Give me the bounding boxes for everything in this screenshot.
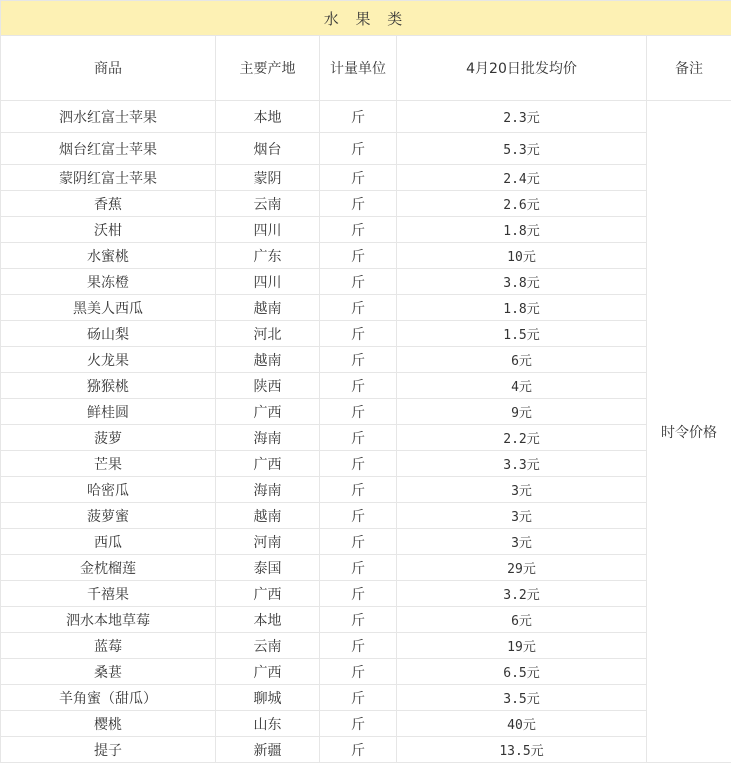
cell-origin: 新疆 (216, 737, 320, 763)
cell-product: 哈密瓜 (1, 477, 216, 503)
cell-unit: 斤 (320, 659, 397, 685)
cell-product: 黑美人西瓜 (1, 295, 216, 321)
cell-origin: 广西 (216, 399, 320, 425)
cell-unit: 斤 (320, 633, 397, 659)
header-origin: 主要产地 (216, 36, 320, 101)
cell-product: 樱桃 (1, 711, 216, 737)
cell-product: 蓝莓 (1, 633, 216, 659)
cell-origin: 广西 (216, 581, 320, 607)
header-price: 4月20日批发均价 (397, 36, 647, 101)
cell-price: 3.2元 (397, 581, 647, 607)
cell-unit: 斤 (320, 477, 397, 503)
cell-price: 19元 (397, 633, 647, 659)
cell-product: 桑葚 (1, 659, 216, 685)
cell-product: 香蕉 (1, 191, 216, 217)
cell-unit: 斤 (320, 347, 397, 373)
cell-origin: 聊城 (216, 685, 320, 711)
table-row (1, 425, 731, 451)
cell-origin: 本地 (216, 101, 320, 133)
table-row (1, 477, 731, 503)
table-row (1, 529, 731, 555)
table-row (1, 165, 731, 191)
cell-origin: 越南 (216, 347, 320, 373)
cell-price: 10元 (397, 243, 647, 269)
cell-origin: 烟台 (216, 133, 320, 165)
cell-price: 1.5元 (397, 321, 647, 347)
cell-unit: 斤 (320, 133, 397, 165)
cell-unit: 斤 (320, 607, 397, 633)
cell-unit: 斤 (320, 529, 397, 555)
cell-price: 29元 (397, 555, 647, 581)
cell-origin: 越南 (216, 503, 320, 529)
header-product: 商品 (1, 36, 216, 101)
cell-origin: 河南 (216, 529, 320, 555)
cell-price: 1.8元 (397, 217, 647, 243)
cell-product: 蒙阴红富士苹果 (1, 165, 216, 191)
cell-price: 40元 (397, 711, 647, 737)
cell-unit: 斤 (320, 451, 397, 477)
cell-unit: 斤 (320, 101, 397, 133)
cell-unit: 斤 (320, 269, 397, 295)
cell-product: 砀山梨 (1, 321, 216, 347)
cell-price: 13.5元 (397, 737, 647, 763)
cell-price: 2.6元 (397, 191, 647, 217)
table-row (1, 217, 731, 243)
cell-price: 6.5元 (397, 659, 647, 685)
cell-unit: 斤 (320, 685, 397, 711)
cell-origin: 四川 (216, 269, 320, 295)
header-unit: 计量单位 (320, 36, 397, 101)
cell-product: 菠萝蜜 (1, 503, 216, 529)
cell-price: 3.8元 (397, 269, 647, 295)
cell-price: 9元 (397, 399, 647, 425)
table-row (1, 659, 731, 685)
cell-product: 千禧果 (1, 581, 216, 607)
table-row (1, 373, 731, 399)
cell-unit: 斤 (320, 581, 397, 607)
cell-price: 3元 (397, 477, 647, 503)
table-row (1, 101, 731, 133)
cell-origin: 越南 (216, 295, 320, 321)
cell-origin: 山东 (216, 711, 320, 737)
cell-product: 菠萝 (1, 425, 216, 451)
cell-price: 3.3元 (397, 451, 647, 477)
cell-origin: 本地 (216, 607, 320, 633)
cell-origin: 云南 (216, 633, 320, 659)
cell-product: 果冻橙 (1, 269, 216, 295)
table-row (1, 555, 731, 581)
cell-price: 5.3元 (397, 133, 647, 165)
cell-unit: 斤 (320, 555, 397, 581)
cell-unit: 斤 (320, 503, 397, 529)
cell-product: 羊角蜜（甜瓜） (1, 685, 216, 711)
cell-origin: 河北 (216, 321, 320, 347)
cell-unit: 斤 (320, 711, 397, 737)
cell-price: 2.3元 (397, 101, 647, 133)
table-row (1, 607, 731, 633)
cell-product: 烟台红富士苹果 (1, 133, 216, 165)
cell-price: 3元 (397, 529, 647, 555)
cell-unit: 斤 (320, 191, 397, 217)
table-row (1, 295, 731, 321)
cell-unit: 斤 (320, 737, 397, 763)
table-row (1, 633, 731, 659)
cell-product: 沃柑 (1, 217, 216, 243)
cell-product: 泗水红富士苹果 (1, 101, 216, 133)
cell-price: 2.2元 (397, 425, 647, 451)
table-row (1, 191, 731, 217)
cell-price: 3元 (397, 503, 647, 529)
cell-unit: 斤 (320, 295, 397, 321)
cell-origin: 云南 (216, 191, 320, 217)
cell-product: 水蜜桃 (1, 243, 216, 269)
table-row (1, 347, 731, 373)
table-row (1, 503, 731, 529)
table-row (1, 581, 731, 607)
cell-origin: 海南 (216, 477, 320, 503)
table-row (1, 711, 731, 737)
table-row (1, 321, 731, 347)
cell-product: 金枕榴莲 (1, 555, 216, 581)
cell-product: 提子 (1, 737, 216, 763)
cell-origin: 海南 (216, 425, 320, 451)
cell-product: 火龙果 (1, 347, 216, 373)
table-row (1, 737, 731, 763)
header-note: 备注 (647, 36, 731, 101)
cell-origin: 陕西 (216, 373, 320, 399)
table-row (1, 399, 731, 425)
cell-price: 3.5元 (397, 685, 647, 711)
cell-origin: 四川 (216, 217, 320, 243)
table-title: 水 果 类 (1, 1, 731, 36)
cell-unit: 斤 (320, 321, 397, 347)
cell-origin: 广西 (216, 659, 320, 685)
cell-price: 2.4元 (397, 165, 647, 191)
cell-product: 鲜桂圆 (1, 399, 216, 425)
cell-origin: 广西 (216, 451, 320, 477)
cell-product: 芒果 (1, 451, 216, 477)
cell-price: 4元 (397, 373, 647, 399)
cell-price: 6元 (397, 607, 647, 633)
table-row (1, 133, 731, 165)
cell-product: 泗水本地草莓 (1, 607, 216, 633)
table-row (1, 269, 731, 295)
cell-product: 猕猴桃 (1, 373, 216, 399)
table-row (1, 243, 731, 269)
cell-unit: 斤 (320, 243, 397, 269)
cell-origin: 广东 (216, 243, 320, 269)
cell-price: 1.8元 (397, 295, 647, 321)
cell-note: 时令价格 (647, 101, 731, 763)
cell-unit: 斤 (320, 399, 397, 425)
cell-price: 6元 (397, 347, 647, 373)
cell-origin: 蒙阴 (216, 165, 320, 191)
cell-unit: 斤 (320, 373, 397, 399)
cell-unit: 斤 (320, 165, 397, 191)
cell-origin: 泰国 (216, 555, 320, 581)
table-row (1, 685, 731, 711)
cell-unit: 斤 (320, 217, 397, 243)
table-row (1, 451, 731, 477)
cell-product: 西瓜 (1, 529, 216, 555)
cell-unit: 斤 (320, 425, 397, 451)
